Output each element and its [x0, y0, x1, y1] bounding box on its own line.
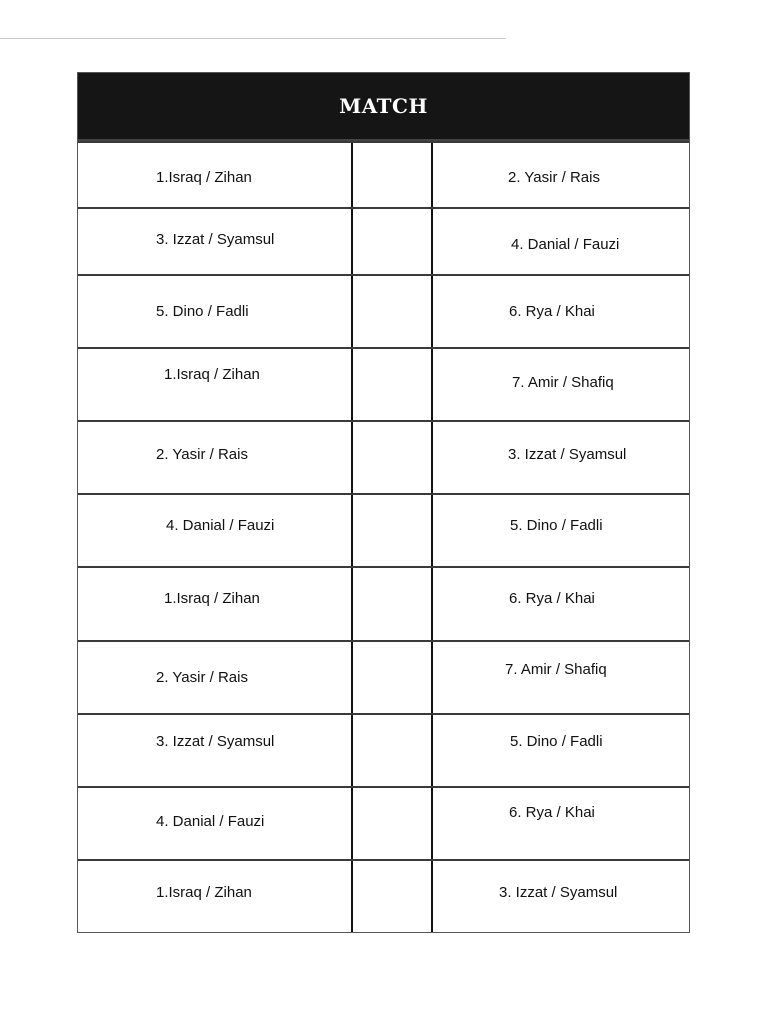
team-b: 3. Izzat / Syamsul	[508, 446, 627, 463]
table-header	[78, 73, 689, 141]
team-a: 4. Danial / Fauzi	[156, 813, 265, 830]
team-b: 7. Amir / Shafiq	[505, 661, 607, 678]
team-b-cell	[433, 495, 689, 566]
team-b: 6. Rya / Khai	[509, 804, 595, 821]
team-a: 1.Israq / Zihan	[156, 884, 252, 901]
team-b: 6. Rya / Khai	[509, 590, 595, 607]
team-a-cell	[78, 715, 353, 786]
match-row	[78, 786, 689, 859]
team-b-cell	[433, 349, 689, 420]
match-row	[78, 347, 689, 420]
team-b: 4. Danial / Fauzi	[511, 236, 620, 253]
score-cell	[353, 568, 433, 640]
match-row	[78, 493, 689, 566]
team-a-cell	[78, 143, 353, 207]
score-cell	[353, 788, 433, 859]
score-cell	[353, 276, 433, 347]
table-title: MATCH	[339, 94, 428, 118]
team-b-cell	[433, 143, 689, 207]
team-a: 4. Danial / Fauzi	[166, 517, 275, 534]
team-a: 3. Izzat / Syamsul	[156, 733, 275, 750]
team-a: 2. Yasir / Rais	[156, 446, 248, 463]
team-a: 2. Yasir / Rais	[156, 669, 248, 686]
team-b: 2. Yasir / Rais	[508, 169, 600, 186]
score-cell	[353, 642, 433, 713]
score-cell	[353, 495, 433, 566]
match-row	[78, 640, 689, 713]
team-b: 3. Izzat / Syamsul	[499, 884, 618, 901]
score-cell	[353, 209, 433, 274]
team-a-cell	[78, 788, 353, 859]
match-row	[78, 713, 689, 786]
score-cell	[353, 143, 433, 207]
team-b: 5. Dino / Fadli	[510, 517, 603, 534]
score-cell	[353, 715, 433, 786]
team-a-cell	[78, 568, 353, 640]
top-divider	[0, 38, 506, 39]
match-row	[78, 566, 689, 640]
team-b-cell	[433, 715, 689, 786]
team-a-cell	[78, 349, 353, 420]
team-b: 5. Dino / Fadli	[510, 733, 603, 750]
team-b-cell	[433, 788, 689, 859]
match-row	[78, 141, 689, 207]
team-b-cell	[433, 642, 689, 713]
score-cell	[353, 349, 433, 420]
team-b-cell	[433, 861, 689, 932]
match-row	[78, 420, 689, 493]
team-a: 1.Israq / Zihan	[164, 590, 260, 607]
team-a-cell	[78, 495, 353, 566]
team-b-cell	[433, 568, 689, 640]
team-a: 1.Israq / Zihan	[164, 366, 260, 383]
match-table	[77, 72, 690, 933]
match-row	[78, 274, 689, 347]
team-b: 6. Rya / Khai	[509, 303, 595, 320]
team-a-cell	[78, 276, 353, 347]
team-a-cell	[78, 642, 353, 713]
team-a-cell	[78, 422, 353, 493]
team-a-cell	[78, 861, 353, 932]
score-cell	[353, 861, 433, 932]
team-b-cell	[433, 422, 689, 493]
team-a: 5. Dino / Fadli	[156, 303, 249, 320]
match-row	[78, 859, 689, 932]
team-a: 3. Izzat / Syamsul	[156, 231, 275, 248]
team-a-cell	[78, 209, 353, 274]
score-cell	[353, 422, 433, 493]
team-b-cell	[433, 209, 689, 274]
team-b-cell	[433, 276, 689, 347]
team-a: 1.Israq / Zihan	[156, 169, 252, 186]
team-b: 7. Amir / Shafiq	[512, 374, 614, 391]
match-row	[78, 207, 689, 274]
